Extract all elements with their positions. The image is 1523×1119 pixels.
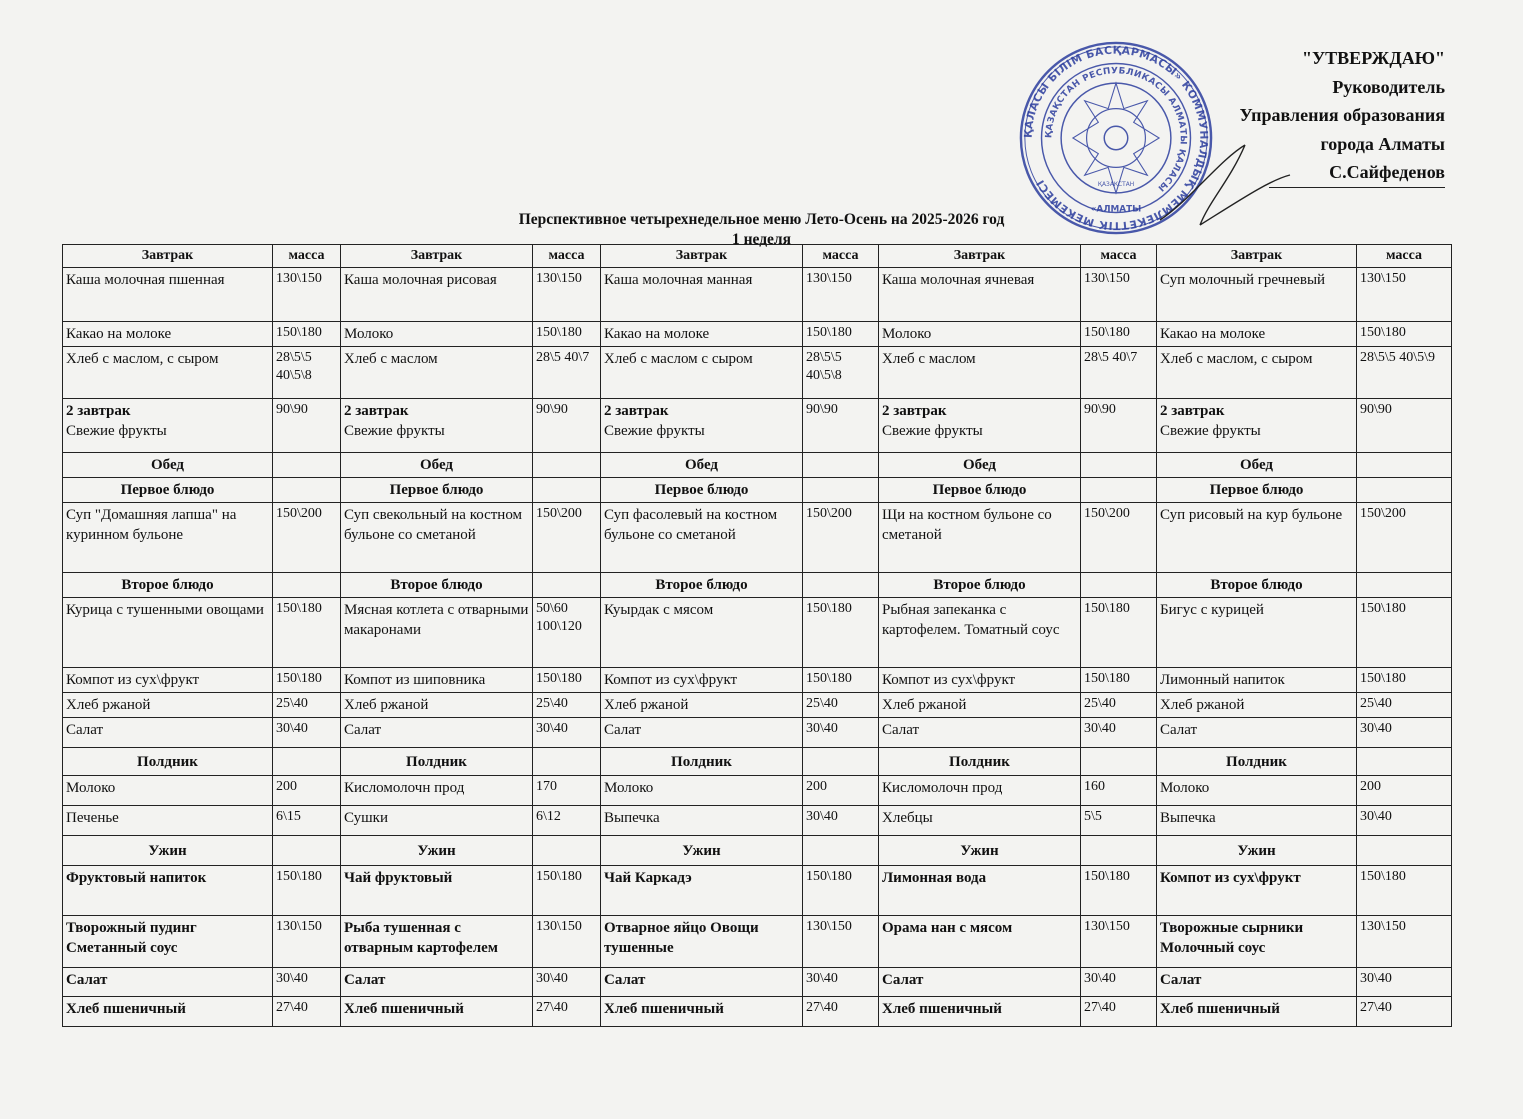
seal-inner-text: ҚАЗАҚСТАН РЕСПУБЛИКАСЫ АЛМАТЫ ҚАЛАСЫ (1044, 66, 1188, 194)
approval-city: города Алматы (1320, 133, 1445, 154)
mass-cell: 170 (533, 776, 601, 806)
dish-cell: Компот из сух\фрукт (601, 668, 803, 693)
mass-cell: 27\40 (1357, 997, 1452, 1027)
mass-cell: 5\5 (1081, 806, 1157, 836)
section-label: Второе блюдо (1157, 573, 1357, 598)
mass-cell: 130\150 (803, 268, 879, 322)
dish-cell (341, 399, 533, 453)
table-row (63, 693, 1452, 718)
mass-cell: 150\180 (1081, 668, 1157, 693)
dish-cell: Каша молочная рисовая (341, 268, 533, 322)
mass-cell: 150\180 (533, 668, 601, 693)
dish-cell: Салат (601, 968, 803, 997)
col-header-meal: Завтрак (341, 245, 533, 268)
section-label: Ужин (341, 836, 533, 866)
mass-cell: 28\5 40\7 (1081, 347, 1157, 399)
mass-cell: 130\150 (273, 268, 341, 322)
mass-cell: 30\40 (273, 718, 341, 748)
mass-cell: 150\180 (1081, 866, 1157, 916)
dish-cell: Какао на молоке (1157, 322, 1357, 347)
table-row (63, 916, 1452, 968)
mass-cell: 30\40 (1081, 968, 1157, 997)
dish-cell: Хлеб ржаной (341, 693, 533, 718)
dish-cell: Салат (601, 718, 803, 748)
dish-name: Свежие фрукты (1160, 423, 1261, 439)
dish-cell: Какао на молоке (63, 322, 273, 347)
dish-cell: Хлеб ржаной (879, 693, 1081, 718)
section-label: Полдник (341, 748, 533, 776)
mass-cell: 130\150 (533, 916, 601, 968)
section-label: Ужин (879, 836, 1081, 866)
mass-cell: 150\180 (273, 866, 341, 916)
mass-cell: 130\150 (273, 916, 341, 968)
empty-cell (1081, 453, 1157, 478)
mass-cell: 150\180 (803, 322, 879, 347)
meal-subheading: 2 завтрак (1160, 403, 1225, 419)
document-title: Перспективное четырехнедельное меню Лето-Осень на 2025-2026 год (518, 211, 1005, 228)
section-label: Первое блюдо (601, 478, 803, 503)
section-row (63, 836, 1452, 866)
empty-cell (533, 748, 601, 776)
empty-cell (803, 573, 879, 598)
mass-cell: 150\180 (273, 598, 341, 668)
meal-subheading: 2 завтрак (66, 403, 131, 419)
mass-cell: 30\40 (273, 968, 341, 997)
dish-cell: Выпечка (1157, 806, 1357, 836)
dish-cell: Каша молочная ячневая (879, 268, 1081, 322)
mass-cell: 28\5\5 40\5\8 (273, 347, 341, 399)
dish-cell: Компот из сух\фрукт (879, 668, 1081, 693)
mass-cell: 28\5 40\7 (533, 347, 601, 399)
dish-cell: Выпечка (601, 806, 803, 836)
mass-cell: 90\90 (803, 399, 879, 453)
dish-name: Свежие фрукты (344, 423, 445, 439)
col-header-mass: масса (1081, 245, 1157, 268)
mass-cell: 27\40 (533, 997, 601, 1027)
mass-cell: 25\40 (1357, 693, 1452, 718)
approval-department: Управления образования (1239, 105, 1445, 125)
empty-cell (533, 836, 601, 866)
empty-cell (1081, 573, 1157, 598)
section-label: Первое блюдо (1157, 478, 1357, 503)
mass-cell: 200 (803, 776, 879, 806)
dish-cell: Курица с тушенными овощами (63, 598, 273, 668)
mass-cell: 90\90 (533, 399, 601, 453)
dish-cell: Хлеб с маслом, с сыром (1157, 347, 1357, 399)
meal-subheading: 2 завтрак (604, 403, 669, 419)
mass-cell: 25\40 (803, 693, 879, 718)
section-row (63, 748, 1452, 776)
empty-cell (1357, 453, 1452, 478)
table-row (63, 399, 1452, 453)
mass-cell: 30\40 (1357, 806, 1452, 836)
section-row (63, 573, 1452, 598)
dish-cell: Суп рисовый на кур бульоне (1157, 503, 1357, 573)
empty-cell (273, 573, 341, 598)
dish-name: Свежие фрукты (882, 423, 983, 439)
table-row (63, 668, 1452, 693)
mass-cell: 6\12 (533, 806, 601, 836)
dish-cell: Молоко (601, 776, 803, 806)
table-row (63, 968, 1452, 997)
meal-subheading: 2 завтрак (344, 403, 409, 419)
table-row (63, 776, 1452, 806)
dish-cell: Фруктовый напиток (63, 866, 273, 916)
section-row (63, 453, 1452, 478)
dish-cell: Компот из шиповника (341, 668, 533, 693)
mass-cell: 130\150 (1081, 916, 1157, 968)
table-row (63, 347, 1452, 399)
empty-cell (1081, 478, 1157, 503)
dish-cell: Рыбная запеканка с картофелем. Томатный соус (879, 598, 1081, 668)
dish-cell (63, 399, 273, 453)
dish-cell: Суп фасолевый на костном бульоне со сметаной (601, 503, 803, 573)
seal-center-text: ҚАЗАҚСТАН (1097, 182, 1135, 189)
mass-cell: 25\40 (533, 693, 601, 718)
mass-cell: 150\180 (803, 598, 879, 668)
empty-cell (273, 478, 341, 503)
dish-cell: Чай Каркадэ (601, 866, 803, 916)
empty-cell (1357, 573, 1452, 598)
mass-cell: 25\40 (1081, 693, 1157, 718)
col-header-mass: масса (803, 245, 879, 268)
dish-cell: Салат (1157, 718, 1357, 748)
section-label: Второе блюдо (879, 573, 1081, 598)
mass-cell: 160 (1081, 776, 1157, 806)
empty-cell (533, 453, 601, 478)
col-header-mass: масса (1357, 245, 1452, 268)
section-label: Обед (1157, 453, 1357, 478)
dish-cell: Салат (63, 968, 273, 997)
approval-signatory: С.Сайфеденов (1269, 158, 1445, 188)
dish-cell: Какао на молоке (601, 322, 803, 347)
dish-cell: Хлеб пшеничный (601, 997, 803, 1027)
mass-cell: 150\200 (273, 503, 341, 573)
dish-cell: Молоко (341, 322, 533, 347)
table-row (63, 806, 1452, 836)
approval-heading: "УТВЕРЖДАЮ" (1301, 48, 1445, 68)
dish-cell (1157, 399, 1357, 453)
mass-cell: 30\40 (1357, 968, 1452, 997)
mass-cell: 27\40 (803, 997, 879, 1027)
mass-cell: 30\40 (533, 968, 601, 997)
header-row (63, 245, 1452, 268)
mass-cell: 30\40 (803, 968, 879, 997)
table-row (63, 268, 1452, 322)
col-header-mass: масса (533, 245, 601, 268)
dish-cell: Компот из сух\фрукт (63, 668, 273, 693)
mass-cell: 150\180 (1357, 322, 1452, 347)
dish-cell: Хлеб пшеничный (341, 997, 533, 1027)
col-header-meal: Завтрак (879, 245, 1081, 268)
dish-cell: Лимонная вода (879, 866, 1081, 916)
dish-cell: Кисломолочн прод (879, 776, 1081, 806)
dish-cell: Рыба тушенная с отварным картофелем (341, 916, 533, 968)
dish-cell: Молоко (1157, 776, 1357, 806)
mass-cell: 150\180 (803, 866, 879, 916)
mass-cell: 30\40 (803, 718, 879, 748)
mass-cell: 30\40 (803, 806, 879, 836)
dish-cell: Хлеб пшеничный (63, 997, 273, 1027)
empty-cell (533, 478, 601, 503)
dish-cell: Суп молочный гречневый (1157, 268, 1357, 322)
dish-cell: Хлеб с маслом, с сыром (63, 347, 273, 399)
mass-cell: 90\90 (273, 399, 341, 453)
mass-cell: 150\180 (273, 322, 341, 347)
dish-cell: Салат (1157, 968, 1357, 997)
dish-cell: Хлеб пшеничный (879, 997, 1081, 1027)
section-label: Второе блюдо (63, 573, 273, 598)
mass-cell: 150\180 (1081, 322, 1157, 347)
section-label: Первое блюдо (63, 478, 273, 503)
col-header-mass: масса (273, 245, 341, 268)
mass-cell: 150\200 (1357, 503, 1452, 573)
section-label: Первое блюдо (879, 478, 1081, 503)
empty-cell (803, 836, 879, 866)
section-label: Обед (601, 453, 803, 478)
section-label: Ужин (1157, 836, 1357, 866)
dish-cell: Суп "Домашняя лапша" на куринном бульоне (63, 503, 273, 573)
table-row (63, 503, 1452, 573)
mass-cell: 6\15 (273, 806, 341, 836)
mass-cell: 150\180 (1357, 598, 1452, 668)
mass-cell: 200 (273, 776, 341, 806)
mass-cell: 150\180 (1357, 866, 1452, 916)
dish-cell: Орама нан с мясом (879, 916, 1081, 968)
dish-cell: Каша молочная пшенная (63, 268, 273, 322)
dish-cell: Салат (879, 968, 1081, 997)
mass-cell: 25\40 (273, 693, 341, 718)
mass-cell: 150\180 (1081, 598, 1157, 668)
dish-cell: Хлеб с маслом (879, 347, 1081, 399)
empty-cell (803, 453, 879, 478)
mass-cell: 28\5\5 40\5\8 (803, 347, 879, 399)
section-label: Ужин (601, 836, 803, 866)
section-label: Обед (879, 453, 1081, 478)
mass-cell: 150\180 (273, 668, 341, 693)
col-header-meal: Завтрак (601, 245, 803, 268)
mass-cell: 150\180 (533, 322, 601, 347)
mass-cell: 30\40 (1357, 718, 1452, 748)
mass-cell: 150\180 (803, 668, 879, 693)
dish-cell (879, 399, 1081, 453)
mass-cell: 150\180 (533, 866, 601, 916)
dish-cell: Салат (341, 968, 533, 997)
mass-cell: 30\40 (1081, 718, 1157, 748)
dish-cell: Молоко (879, 322, 1081, 347)
col-header-meal: Завтрак (63, 245, 273, 268)
section-label: Обед (63, 453, 273, 478)
empty-cell (803, 748, 879, 776)
seal-bottom-text: «АЛМАТЫ (1090, 204, 1142, 215)
mass-cell: 27\40 (1081, 997, 1157, 1027)
empty-cell (273, 453, 341, 478)
mass-cell: 130\150 (533, 268, 601, 322)
mass-cell: 150\180 (1357, 668, 1452, 693)
mass-cell: 150\200 (803, 503, 879, 573)
dish-cell: Отварное яйцо Овощи тушенные (601, 916, 803, 968)
dish-name: Свежие фрукты (604, 423, 705, 439)
dish-cell: Печенье (63, 806, 273, 836)
empty-cell (1081, 748, 1157, 776)
mass-cell: 30\40 (533, 718, 601, 748)
approval-position: Руководитель (1332, 76, 1445, 97)
mass-cell: 130\150 (1081, 268, 1157, 322)
table-row (63, 598, 1452, 668)
dish-cell: Салат (63, 718, 273, 748)
mass-cell: 130\150 (1357, 268, 1452, 322)
table-row (63, 718, 1452, 748)
seal-outer-text: ҚАЛАСЫ БІЛІМ БАСҚАРМАСЫ» КОММУНАЛДЫҚ МЕМЛЕКЕТТІК МЕКЕМЕСІ (1021, 43, 1211, 233)
empty-cell (1357, 836, 1452, 866)
mass-cell: 28\5\5 40\5\9 (1357, 347, 1452, 399)
dish-cell: Щи на костном бульоне со сметаной (879, 503, 1081, 573)
mass-cell: 130\150 (1357, 916, 1452, 968)
mass-cell: 90\90 (1357, 399, 1452, 453)
table-row (63, 866, 1452, 916)
section-label: Полдник (63, 748, 273, 776)
dish-cell: Куырдак с мясом (601, 598, 803, 668)
mass-cell: 27\40 (273, 997, 341, 1027)
mass-cell: 150\200 (533, 503, 601, 573)
section-label: Обед (341, 453, 533, 478)
dish-cell: Салат (341, 718, 533, 748)
empty-cell (273, 836, 341, 866)
dish-cell: Суп свекольный на костном бульоне со сметаной (341, 503, 533, 573)
dish-cell: Мясная котлета с отварными макаронами (341, 598, 533, 668)
dish-cell: Творожные сырники Молочный соус (1157, 916, 1357, 968)
mass-cell: 200 (1357, 776, 1452, 806)
mass-cell: 90\90 (1081, 399, 1157, 453)
dish-cell: Кисломолочн прод (341, 776, 533, 806)
empty-cell (533, 573, 601, 598)
dish-cell: Хлебцы (879, 806, 1081, 836)
dish-cell: Сушки (341, 806, 533, 836)
empty-cell (1357, 478, 1452, 503)
col-header-meal: Завтрак (1157, 245, 1357, 268)
dish-cell: Компот из сух\фрукт (1157, 866, 1357, 916)
dish-cell: Каша молочная манная (601, 268, 803, 322)
dish-cell: Молоко (63, 776, 273, 806)
empty-cell (803, 478, 879, 503)
dish-cell: Лимонный напиток (1157, 668, 1357, 693)
mass-cell: 50\60 100\120 (533, 598, 601, 668)
section-label: Полдник (601, 748, 803, 776)
empty-cell (1357, 748, 1452, 776)
section-label: Полдник (879, 748, 1081, 776)
section-label: Второе блюдо (601, 573, 803, 598)
mass-cell: 130\150 (803, 916, 879, 968)
dish-cell (601, 399, 803, 453)
dish-cell: Хлеб ржаной (1157, 693, 1357, 718)
dish-name: Свежие фрукты (66, 423, 167, 439)
dish-cell: Хлеб пшеничный (1157, 997, 1357, 1027)
dish-cell: Творожный пудинг Сметанный соус (63, 916, 273, 968)
dish-cell: Хлеб ржаной (601, 693, 803, 718)
dish-cell: Салат (879, 718, 1081, 748)
dish-cell: Хлеб с маслом с сыром (601, 347, 803, 399)
table-row (63, 322, 1452, 347)
dish-cell: Чай фруктовый (341, 866, 533, 916)
section-label: Полдник (1157, 748, 1357, 776)
empty-cell (1081, 836, 1157, 866)
menu-table (62, 244, 1452, 1027)
dish-cell: Бигус с курицей (1157, 598, 1357, 668)
section-row (63, 478, 1452, 503)
meal-subheading: 2 завтрак (882, 403, 947, 419)
table-row (63, 997, 1452, 1027)
dish-cell: Хлеб с маслом (341, 347, 533, 399)
empty-cell (273, 748, 341, 776)
dish-cell: Хлеб ржаной (63, 693, 273, 718)
section-label: Второе блюдо (341, 573, 533, 598)
mass-cell: 150\200 (1081, 503, 1157, 573)
section-label: Ужин (63, 836, 273, 866)
section-label: Первое блюдо (341, 478, 533, 503)
week-label: 1 неделя (731, 231, 792, 248)
